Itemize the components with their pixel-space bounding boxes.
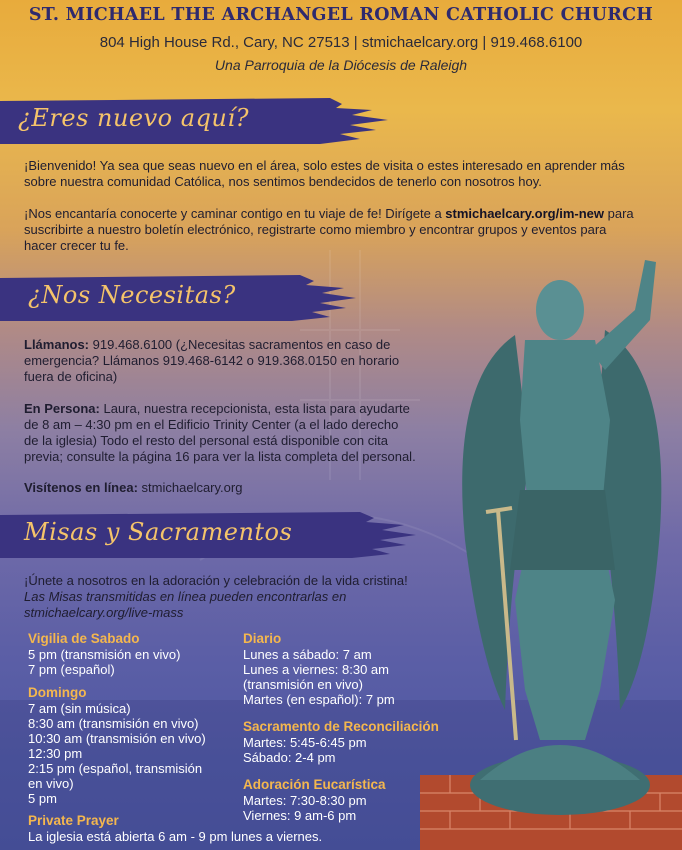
- in-person-paragraph: [24, 401, 416, 465]
- call-paragraph: [24, 337, 409, 385]
- banner-need-us: [0, 275, 360, 323]
- schedule-line: 12:30 pm: [28, 746, 83, 761]
- schedule-line: Lunes a sábado: 7 am: [243, 647, 372, 662]
- section-title-masses: Misas y Sacramentos: [24, 518, 293, 546]
- invite-text: ¡Nos encantaría conocerte y caminar contigo en tu viaje de fe! Dirígete a: [24, 206, 442, 221]
- reconciliation-times: [243, 735, 367, 765]
- sunday-heading: Domingo: [28, 685, 87, 700]
- in-person-label: En Persona:: [24, 401, 100, 416]
- schedule-line: La iglesia está abierta 6 am - 9 pm lunes a viernes.: [28, 829, 323, 844]
- schedule-line: 7 am (sin música): [28, 701, 131, 716]
- section-title-need-us: ¿Nos Necesitas?: [28, 281, 236, 309]
- schedule-line: Martes: 7:30-8:30 pm: [243, 793, 367, 808]
- schedule-line: (transmisión en vivo): [243, 677, 363, 692]
- im-new-link[interactable]: stmichaelcary.org/im-new: [445, 206, 605, 221]
- masses-intro-text: ¡Únete a nosotros en la adoración y celebración de la vida cristina!: [24, 573, 408, 588]
- schedule-line: 7 pm (español): [28, 662, 115, 677]
- schedule-line: 8:30 am (transmisión en vivo): [28, 716, 199, 731]
- livestream-note: Las Misas transmitidas en línea pueden encontrarlas en stmichaelcary.org/live-mass: [24, 589, 347, 620]
- banner-new-here: [0, 98, 390, 146]
- section-title-new-here: ¿Eres nuevo aquí?: [18, 104, 249, 132]
- daily-heading: Diario: [243, 631, 282, 646]
- saint-michael-statue-image: [420, 240, 682, 850]
- schedule-line: en vivo): [28, 776, 74, 791]
- invite-text-end: para suscribirte a nuestro boletín electrónico, registrarte como miembro y encontrar grupos y eventos para hacer crecer tu fe.: [24, 206, 634, 253]
- daily-times: [243, 647, 395, 707]
- schedule-line: Martes (en español): 7 pm: [243, 692, 395, 707]
- church-address: 804 High House Rd., Cary, NC 27513 | stmichaelcary.org | 919.468.6100: [99, 34, 583, 51]
- banner-masses: [0, 512, 420, 560]
- sunday-times: [28, 701, 206, 806]
- online-label: Visítenos en línea:: [24, 480, 138, 495]
- schedule-line: 10:30 am (transmisión en vivo): [28, 731, 206, 746]
- in-person-text: Laura, nuestra recepcionista, esta lista para ayudarte de 8 am – 4:30 pm en el Edificio Trinity Center (a el lado derecho de la iglesia) Todo el resto del personal está disponible con cita previa; consulte la página 16 para ver la lista completa del personal.: [24, 401, 416, 464]
- schedule-line: 2:15 pm (español, transmisión: [28, 761, 203, 776]
- parish-tagline: Una Parroquia de la Diócesis de Raleigh: [214, 57, 468, 73]
- schedule-line: Martes: 5:45-6:45 pm: [243, 735, 367, 750]
- vigil-times: [28, 647, 180, 677]
- schedule-line: 5 pm (transmisión en vivo): [28, 647, 181, 662]
- online-link[interactable]: stmichaelcary.org: [141, 480, 243, 495]
- private-prayer-heading: Private Prayer: [28, 813, 119, 828]
- adoration-heading: Adoración Eucarística: [243, 777, 386, 792]
- schedule-line: Viernes: 9 am-6 pm: [243, 808, 357, 823]
- online-paragraph: [24, 480, 409, 496]
- reconciliation-heading: Sacramento de Reconciliación: [243, 719, 439, 734]
- adoration-times: [243, 793, 367, 823]
- private-prayer-text: [28, 829, 322, 844]
- schedule-line: Lunes a viernes: 8:30 am: [243, 662, 389, 677]
- vigil-heading: Vigilia de Sabado: [28, 631, 140, 646]
- welcome-text: ¡Bienvenido! Ya sea que seas nuevo en el área, solo estes de visita o estes interesado en aprender más sobre nuestra comunidad Católica, nos sentimos bendecidos de tenerlo con nosotros hoy.: [24, 158, 625, 189]
- masses-intro: [24, 573, 464, 621]
- call-text: 919.468.6100 (¿Necesitas sacramentos en caso de emergencia? Llámanos 919.468-6142 o 919.368.0150 en horario fuera de oficina): [24, 337, 400, 384]
- schedule-line: Sábado: 2-4 pm: [243, 750, 336, 765]
- church-name: ST. MICHAEL THE ARCHANGEL ROMAN CATHOLIC CHURCH: [28, 5, 654, 25]
- call-label: Llámanos:: [24, 337, 90, 352]
- schedule-line: 5 pm: [28, 791, 57, 806]
- welcome-paragraph: [24, 158, 654, 190]
